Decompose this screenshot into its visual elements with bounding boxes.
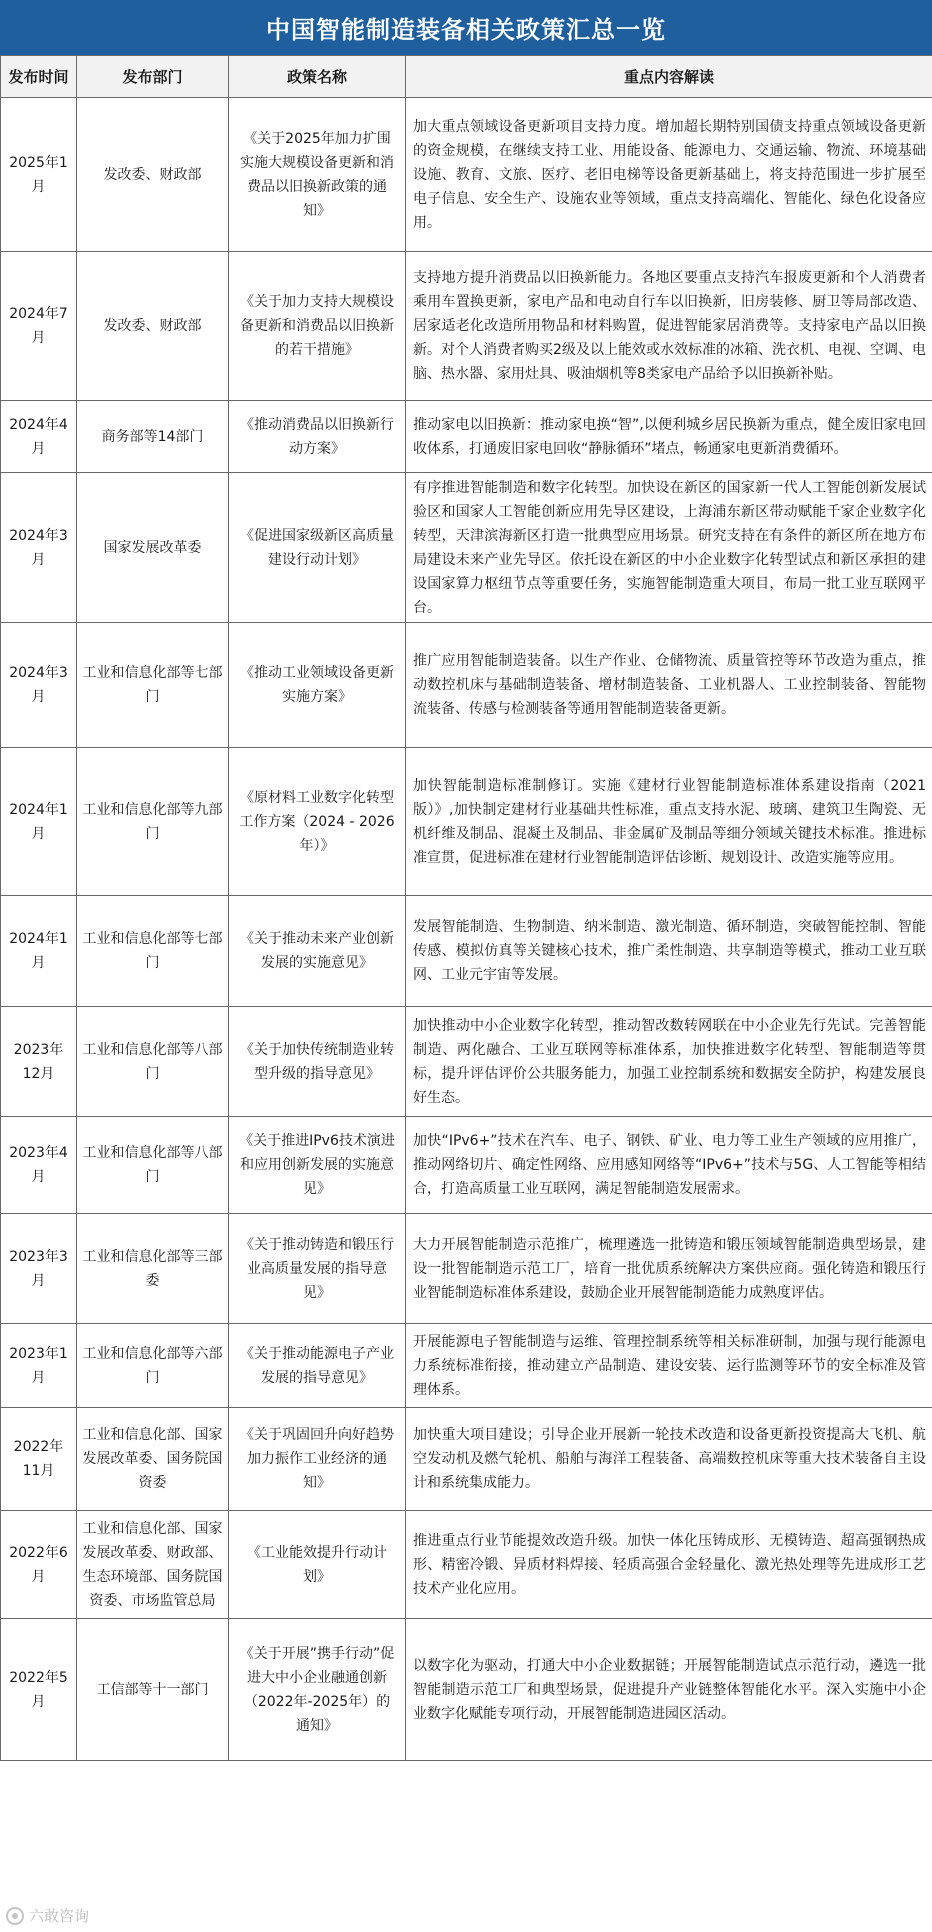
table-row: [1, 252, 932, 401]
cell-date: 2023年3月: [1, 1214, 77, 1324]
cell-dept: 工业和信息化部、国家发展改革委、国务院国资委: [77, 1408, 229, 1511]
cell-policy: 《关于加快传统制造业转型升级的指导意见》: [229, 1007, 406, 1117]
cell-dept: 工业和信息化部等七部门: [77, 623, 229, 748]
cell-content: 加快“IPv6+”技术在汽车、电子、钢铁、矿业、电力等工业生产领域的应用推广，推动网络切片、确定性网络、应用感知网络等“IPv6+”技术与5G、人工智能等相结合，打造高质量工业互联网，满足智能制造发展需求。: [406, 1117, 932, 1214]
cell-content: 推广应用智能制造装备。以生产作业、仓储物流、质量管控等环节改造为重点，推动数控机床与基础制造装备、增材制造装备、工业机器人、工业控制装备、智能物流装备、传感与检测装备等通用智能制造装备更新。: [406, 623, 932, 748]
cell-dept: 工业和信息化部等三部委: [77, 1214, 229, 1324]
table-row: [1, 401, 932, 473]
header-content: 重点内容解读: [406, 56, 932, 98]
table-row: [1, 1408, 932, 1511]
cell-date: 2023年4月: [1, 1117, 77, 1214]
cell-dept: 工业和信息化部等八部门: [77, 1007, 229, 1117]
cell-policy: 《原材料工业数字化转型工作方案（2024 - 2026年）》: [229, 748, 406, 896]
cell-date: 2022年6月: [1, 1511, 77, 1619]
table-row: [1, 1619, 932, 1761]
cell-policy: 《关于加力支持大规模设备更新和消费品以旧换新的若干措施》: [229, 252, 406, 401]
cell-policy: 《关于推动铸造和锻压行业高质量发展的指导意见》: [229, 1214, 406, 1324]
cell-dept: 发改委、财政部: [77, 98, 229, 252]
page-title: 中国智能制造装备相关政策汇总一览: [0, 0, 932, 55]
cell-content: 开展能源电子智能制造与运维、管理控制系统等相关标准研制，加强与现行能源电力系统标准衔接，推动建立产品制造、建设安装、运行监测等环节的安全标准及管理体系。: [406, 1324, 932, 1408]
header-policy: 政策名称: [229, 56, 406, 98]
cell-policy: 《关于2025年加力扩围实施大规模设备更新和消费品以旧换新政策的通知》: [229, 98, 406, 252]
cell-date: 2023年1月: [1, 1324, 77, 1408]
cell-dept: 工业和信息化部等八部门: [77, 1117, 229, 1214]
watermark-logo-icon: [6, 1907, 24, 1925]
table-row: [1, 896, 932, 1007]
cell-date: 2022年5月: [1, 1619, 77, 1761]
cell-content: 以数字化为驱动，打通大中小企业数据链；开展智能制造试点示范行动，遴选一批智能制造示范工厂和典型场景，促进提升产业链整体智能化水平。深入实施中小企业数字化赋能专项行动，开展智能制造进园区活动。: [406, 1619, 932, 1761]
cell-content: 大力开展智能制造示范推广，梳理遴选一批铸造和锻压领域智能制造典型场景，建设一批智能制造示范工厂，培育一批优质系统解决方案供应商。强化铸造和锻压行业智能制造标准体系建设，鼓励企业开展智能制造能力成熟度评估。: [406, 1214, 932, 1324]
cell-content: 加快重大项目建设；引导企业开展新一轮技术改造和设备更新投资提高大飞机、航空发动机及燃气轮机、船舶与海洋工程装备、高端数控机床等重大技术装备自主设计和系统集成能力。: [406, 1408, 932, 1511]
cell-content: 加快智能制造标准制修订。实施《建材行业智能制造标准体系建设指南（2021版）》,加快制定建材行业基础共性标准，重点支持水泥、玻璃、建筑卫生陶瓷、无机纤维及制品、混凝土及制品、非金属矿及制品等细分领域关键技术标准。推进标准宣贯，促进标准在建材行业智能制造评估诊断、规划设计、改造实施等应用。: [406, 748, 932, 896]
table-row: [1, 748, 932, 896]
table-row: [1, 1214, 932, 1324]
cell-dept: 商务部等14部门: [77, 401, 229, 473]
cell-content: 加大重点领域设备更新项目支持力度。增加超长期特别国债支持重点领域设备更新的资金规模，在继续支持工业、用能设备、能源电力、交通运输、物流、环境基础设施、教育、文旅、医疗、老旧电梯等设备更新基础上，将支持范围进一步扩展至电子信息、安全生产、设施农业等领域，重点支持高端化、智能化、绿色化设备应用。: [406, 98, 932, 252]
cell-content: 推动家电以旧换新：推动家电换“智”,以便利城乡居民换新为重点，健全废旧家电回收体系，打通废旧家电回收“静脉循环”堵点，畅通家电更新消费循环。: [406, 401, 932, 473]
cell-policy: 《关于开展”携手行动”促进大中小企业融通创新（2022年-2025年）的通知》: [229, 1619, 406, 1761]
cell-date: 2022年11月: [1, 1408, 77, 1511]
watermark: [6, 1905, 89, 1926]
cell-dept: 工业和信息化部等六部门: [77, 1324, 229, 1408]
cell-dept: 工业和信息化部等七部门: [77, 896, 229, 1007]
cell-date: 2024年3月: [1, 473, 77, 623]
cell-dept: 工信部等十一部门: [77, 1619, 229, 1761]
watermark-text: 六敢咨询: [29, 1907, 90, 1925]
header-dept: 发布部门: [77, 56, 229, 98]
cell-content: 发展智能制造、生物制造、纳米制造、激光制造、循环制造，突破智能控制、智能传感、模拟仿真等关键核心技术，推广柔性制造、共享制造等模式，推动工业互联网、工业元宇宙等发展。: [406, 896, 932, 1007]
cell-date: 2024年7月: [1, 252, 77, 401]
cell-policy: 《推动消费品以旧换新行动方案》: [229, 401, 406, 473]
cell-policy: 《工业能效提升行动计划》: [229, 1511, 406, 1619]
cell-content: 推进重点行业节能提效改造升级。加快一体化压铸成形、无模铸造、超高强钢热成形、精密冷锻、异质材料焊接、轻质高强合金轻量化、激光热处理等先进成形工艺技术产业化应用。: [406, 1511, 932, 1619]
table-row: [1, 98, 932, 252]
table-row: [1, 1117, 932, 1214]
cell-content: 加快推动中小企业数字化转型，推动智改数转网联在中小企业先行先试。完善智能制造、两化融合、工业互联网等标准体系，加快推进数字化转型、智能制造等贯标，提升评估评价公共服务能力，加强工业控制系统和数据安全防护，构建发展良好生态。: [406, 1007, 932, 1117]
cell-policy: 《推动工业领域设备更新实施方案》: [229, 623, 406, 748]
cell-date: 2023年12月: [1, 1007, 77, 1117]
table-row: [1, 1007, 932, 1117]
table-header-row: [1, 56, 932, 98]
cell-policy: 《关于推动未来产业创新发展的实施意见》: [229, 896, 406, 1007]
table-row: [1, 473, 932, 623]
cell-policy: 《关于推进IPv6技术演进和应用创新发展的实施意见》: [229, 1117, 406, 1214]
cell-date: 2025年1月: [1, 98, 77, 252]
cell-content: 支持地方提升消费品以旧换新能力。各地区要重点支持汽车报废更新和个人消费者乘用车置换更新，家电产品和电动自行车以旧换新，旧房装修、厨卫等局部改造、居家适老化改造所用物品和材料购置，促进智能家居消费等。支持家电产品以旧换新。对个人消费者购买2级及以上能效或水效标准的冰箱、洗衣机、电视、空调、电脑、热水器、家用灶具、吸油烟机等8类家电产品给予以旧换新补贴。: [406, 252, 932, 401]
cell-date: 2024年3月: [1, 623, 77, 748]
table-row: [1, 1511, 932, 1619]
table-row: [1, 1324, 932, 1408]
policy-table: [0, 55, 932, 1761]
cell-date: 2024年4月: [1, 401, 77, 473]
cell-date: 2024年1月: [1, 748, 77, 896]
cell-dept: 工业和信息化部、国家发展改革委、财政部、生态环境部、国务院国资委、市场监管总局: [77, 1511, 229, 1619]
cell-policy: 《关于巩固回升向好趋势加力振作工业经济的通知》: [229, 1408, 406, 1511]
cell-policy: 《促进国家级新区高质量建设行动计划》: [229, 473, 406, 623]
table-row: [1, 623, 932, 748]
cell-content: 有序推进智能制造和数字化转型。加快设在新区的国家新一代人工智能创新发展试验区和国家人工智能创新应用先导区建设，上海浦东新区带动赋能千家企业数字化转型，天津滨海新区打造一批典型应用场景。研究支持在有条件的新区所在地方布局建设未来产业先导区。依托设在新区的中小企业数字化转型试点和新区承担的建设国家算力枢纽节点等重要任务，实施智能制造重大项目，布局一批工业互联网平台。: [406, 473, 932, 623]
cell-dept: 发改委、财政部: [77, 252, 229, 401]
header-date: 发布时间: [1, 56, 77, 98]
cell-dept: 工业和信息化部等九部门: [77, 748, 229, 896]
cell-policy: 《关于推动能源电子产业发展的指导意见》: [229, 1324, 406, 1408]
cell-dept: 国家发展改革委: [77, 473, 229, 623]
cell-date: 2024年1月: [1, 896, 77, 1007]
